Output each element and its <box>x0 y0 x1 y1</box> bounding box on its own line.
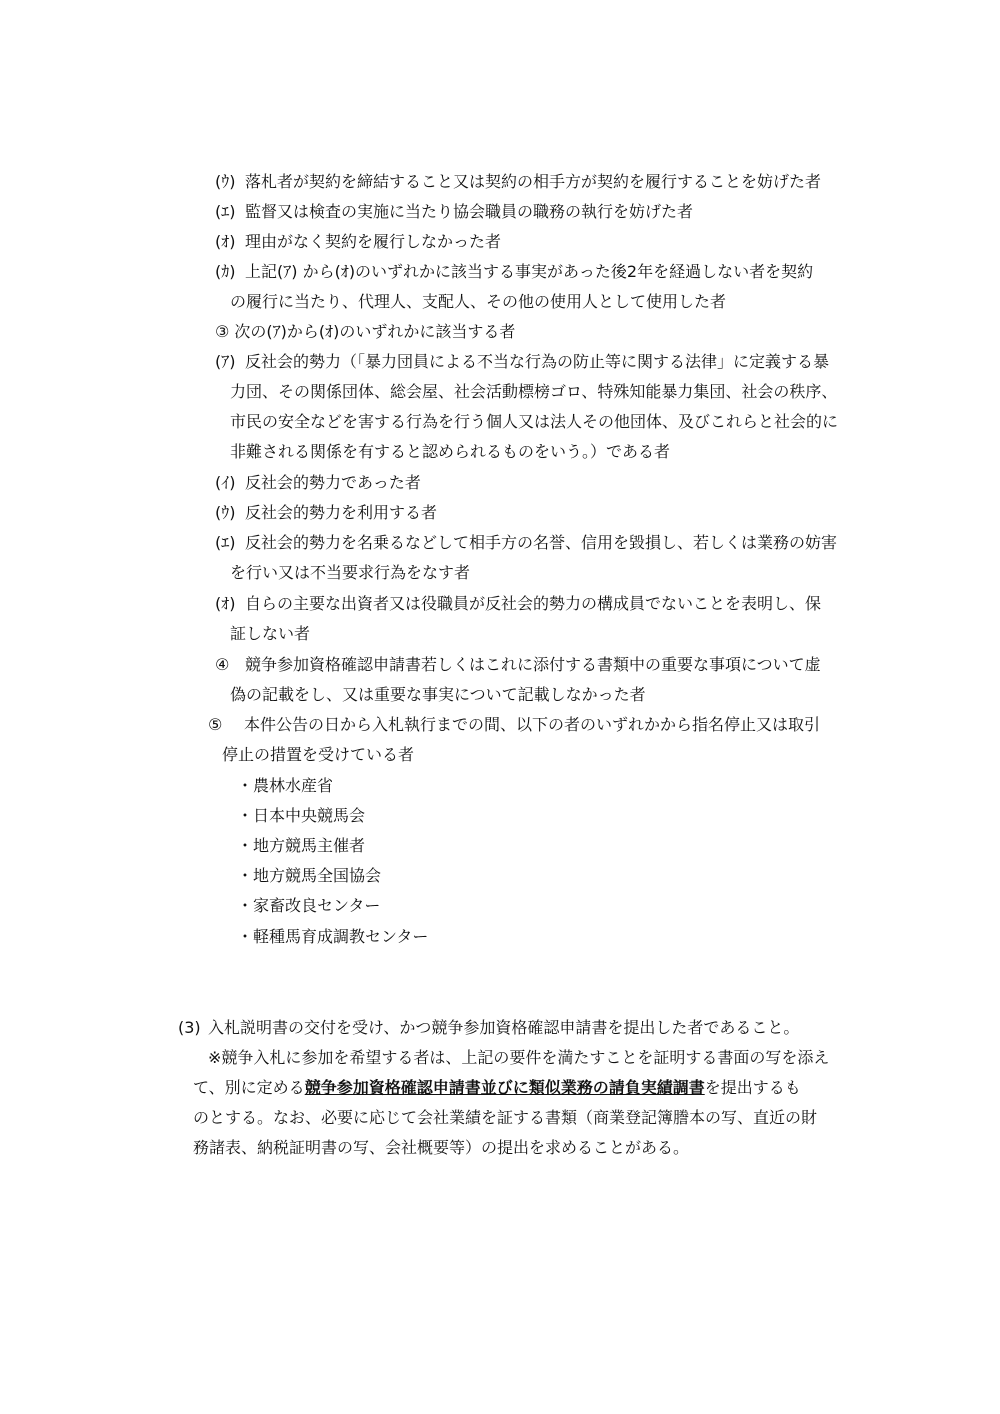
item-u-mark: (ｳ) <box>215 172 236 191</box>
item-ka-text: 上記(ｱ) から(ｵ)のいずれかに該当する事実があった後2年を経過しない者を契約 <box>245 262 814 281</box>
item3-heading: ③ 次の(ｱ)から(ｵ)のいずれかに該当する者 <box>215 322 516 341</box>
item-ka-line2: の履行に当たり、代理人、支配人、その他の使用人として使用した者 <box>230 292 727 311</box>
item3-e-line2: を行い又は不当要求行為をなす者 <box>230 563 471 582</box>
item4-line2: 偽の記載をし、又は重要な事実について記載しなかった者 <box>230 685 646 704</box>
item-ka-mark: (ｶ) <box>215 262 236 281</box>
bullet-item: ・家畜改良センター <box>237 896 381 915</box>
item-u-text: 落札者が契約を締結すること又は契約の相手方が契約を履行することを妨げた者 <box>245 172 822 191</box>
item3-o-text: 自らの主要な出資者又は役職員が反社会的勢力の構成員でないことを表明し、保 <box>245 594 822 613</box>
item3-a-mark: (ｱ) <box>215 352 236 371</box>
item3-a-line3: 市民の安全などを害する行為を行う個人又は法人その他団体、及びこれらと社会的に <box>230 412 839 431</box>
bullet-item: ・地方競馬全国協会 <box>237 866 382 885</box>
section3-note-line2 <box>193 1078 801 1098</box>
item3-a-line2: 力団、その関係団体、総会屋、社会活動標榜ゴロ、特殊知能暴力集団、社会の秩序、 <box>230 382 838 401</box>
item-e-line1 <box>215 202 693 222</box>
item3-o-line2: 証しない者 <box>230 624 311 643</box>
item-u-line1 <box>215 172 821 192</box>
item3-i-text: 反社会的勢力であった者 <box>245 473 421 492</box>
item3-u-text: 反社会的勢力を利用する者 <box>245 503 438 522</box>
section3-text: 入札説明書の交付を受け、かつ競争参加資格確認申請書を提出した者であること。 <box>208 1018 800 1037</box>
item-o-mark: (ｵ) <box>215 232 236 251</box>
note-line2-post: を提出するも <box>704 1078 801 1097</box>
item-o-line1 <box>215 232 501 252</box>
item3-o-line1 <box>215 594 821 614</box>
item4-mark: ④ <box>215 655 230 674</box>
item5-text: 本件公告の日から入札執行までの間、以下の者のいずれかから指名停止又は取引 <box>244 715 821 734</box>
section3-note-line1: ※競争入札に参加を希望する者は、上記の要件を満たすことを証明する書面の写を添え <box>208 1048 830 1067</box>
section3-note-line3: のとする。なお、必要に応じて会社業績を証する書類（商業登記簿謄本の写、直近の財 <box>193 1108 818 1127</box>
section3-note-line4: 務諸表、納税証明書の写、会社概要等）の提出を求めることがある。 <box>193 1138 690 1157</box>
item-e-mark: (ｴ) <box>215 202 236 221</box>
bullet-item: ・農林水産省 <box>237 776 334 795</box>
item5-mark: ⑤ <box>208 715 223 734</box>
note-line2-pre: て、別に定める <box>193 1078 305 1097</box>
section3-line1 <box>178 1018 799 1038</box>
item3-i-mark: (ｲ) <box>215 473 236 492</box>
item3-a-text: 反社会的勢力（「暴力団員による不当な行為の防止等に関する法律」に定義する暴 <box>245 352 830 371</box>
item3-e-text: 反社会的勢力を名乗るなどして相手方の名誉、信用を毀損し、若しくは業務の妨害 <box>245 533 838 552</box>
item4-text: 競争参加資格確認申請書若しくはこれに添付する書類中の重要な事項について虚 <box>245 655 821 674</box>
bullet-item: ・日本中央競馬会 <box>237 806 366 825</box>
item3-e-mark: (ｴ) <box>215 533 236 552</box>
item-e-text: 監督又は検査の実施に当たり協会職員の職務の執行を妨げた者 <box>245 202 694 221</box>
item3-e-line1 <box>215 533 837 553</box>
item3-u-mark: (ｳ) <box>215 503 236 522</box>
item3-a-line1 <box>215 352 829 372</box>
item4-line1 <box>215 655 821 675</box>
item5-line1 <box>208 715 820 735</box>
item5-line2: 停止の措置を受けている者 <box>222 745 415 764</box>
bullet-item: ・地方競馬主催者 <box>237 836 366 855</box>
item-ka-line1 <box>215 262 813 282</box>
item3-o-mark: (ｵ) <box>215 594 236 613</box>
item3-i-line1 <box>215 473 421 493</box>
section3-mark: (3) <box>178 1018 201 1037</box>
item3-a-line4: 非難される関係を有すると認められるものをいう。）である者 <box>230 442 671 461</box>
bullet-item: ・軽種馬育成調教センター <box>237 927 429 946</box>
item3-u-line1 <box>215 503 437 523</box>
item-o-text: 理由がなく契約を履行しなかった者 <box>245 232 502 251</box>
required-form-name: 競争参加資格確認申請書並びに類似業務の請負実績調書 <box>304 1078 705 1097</box>
